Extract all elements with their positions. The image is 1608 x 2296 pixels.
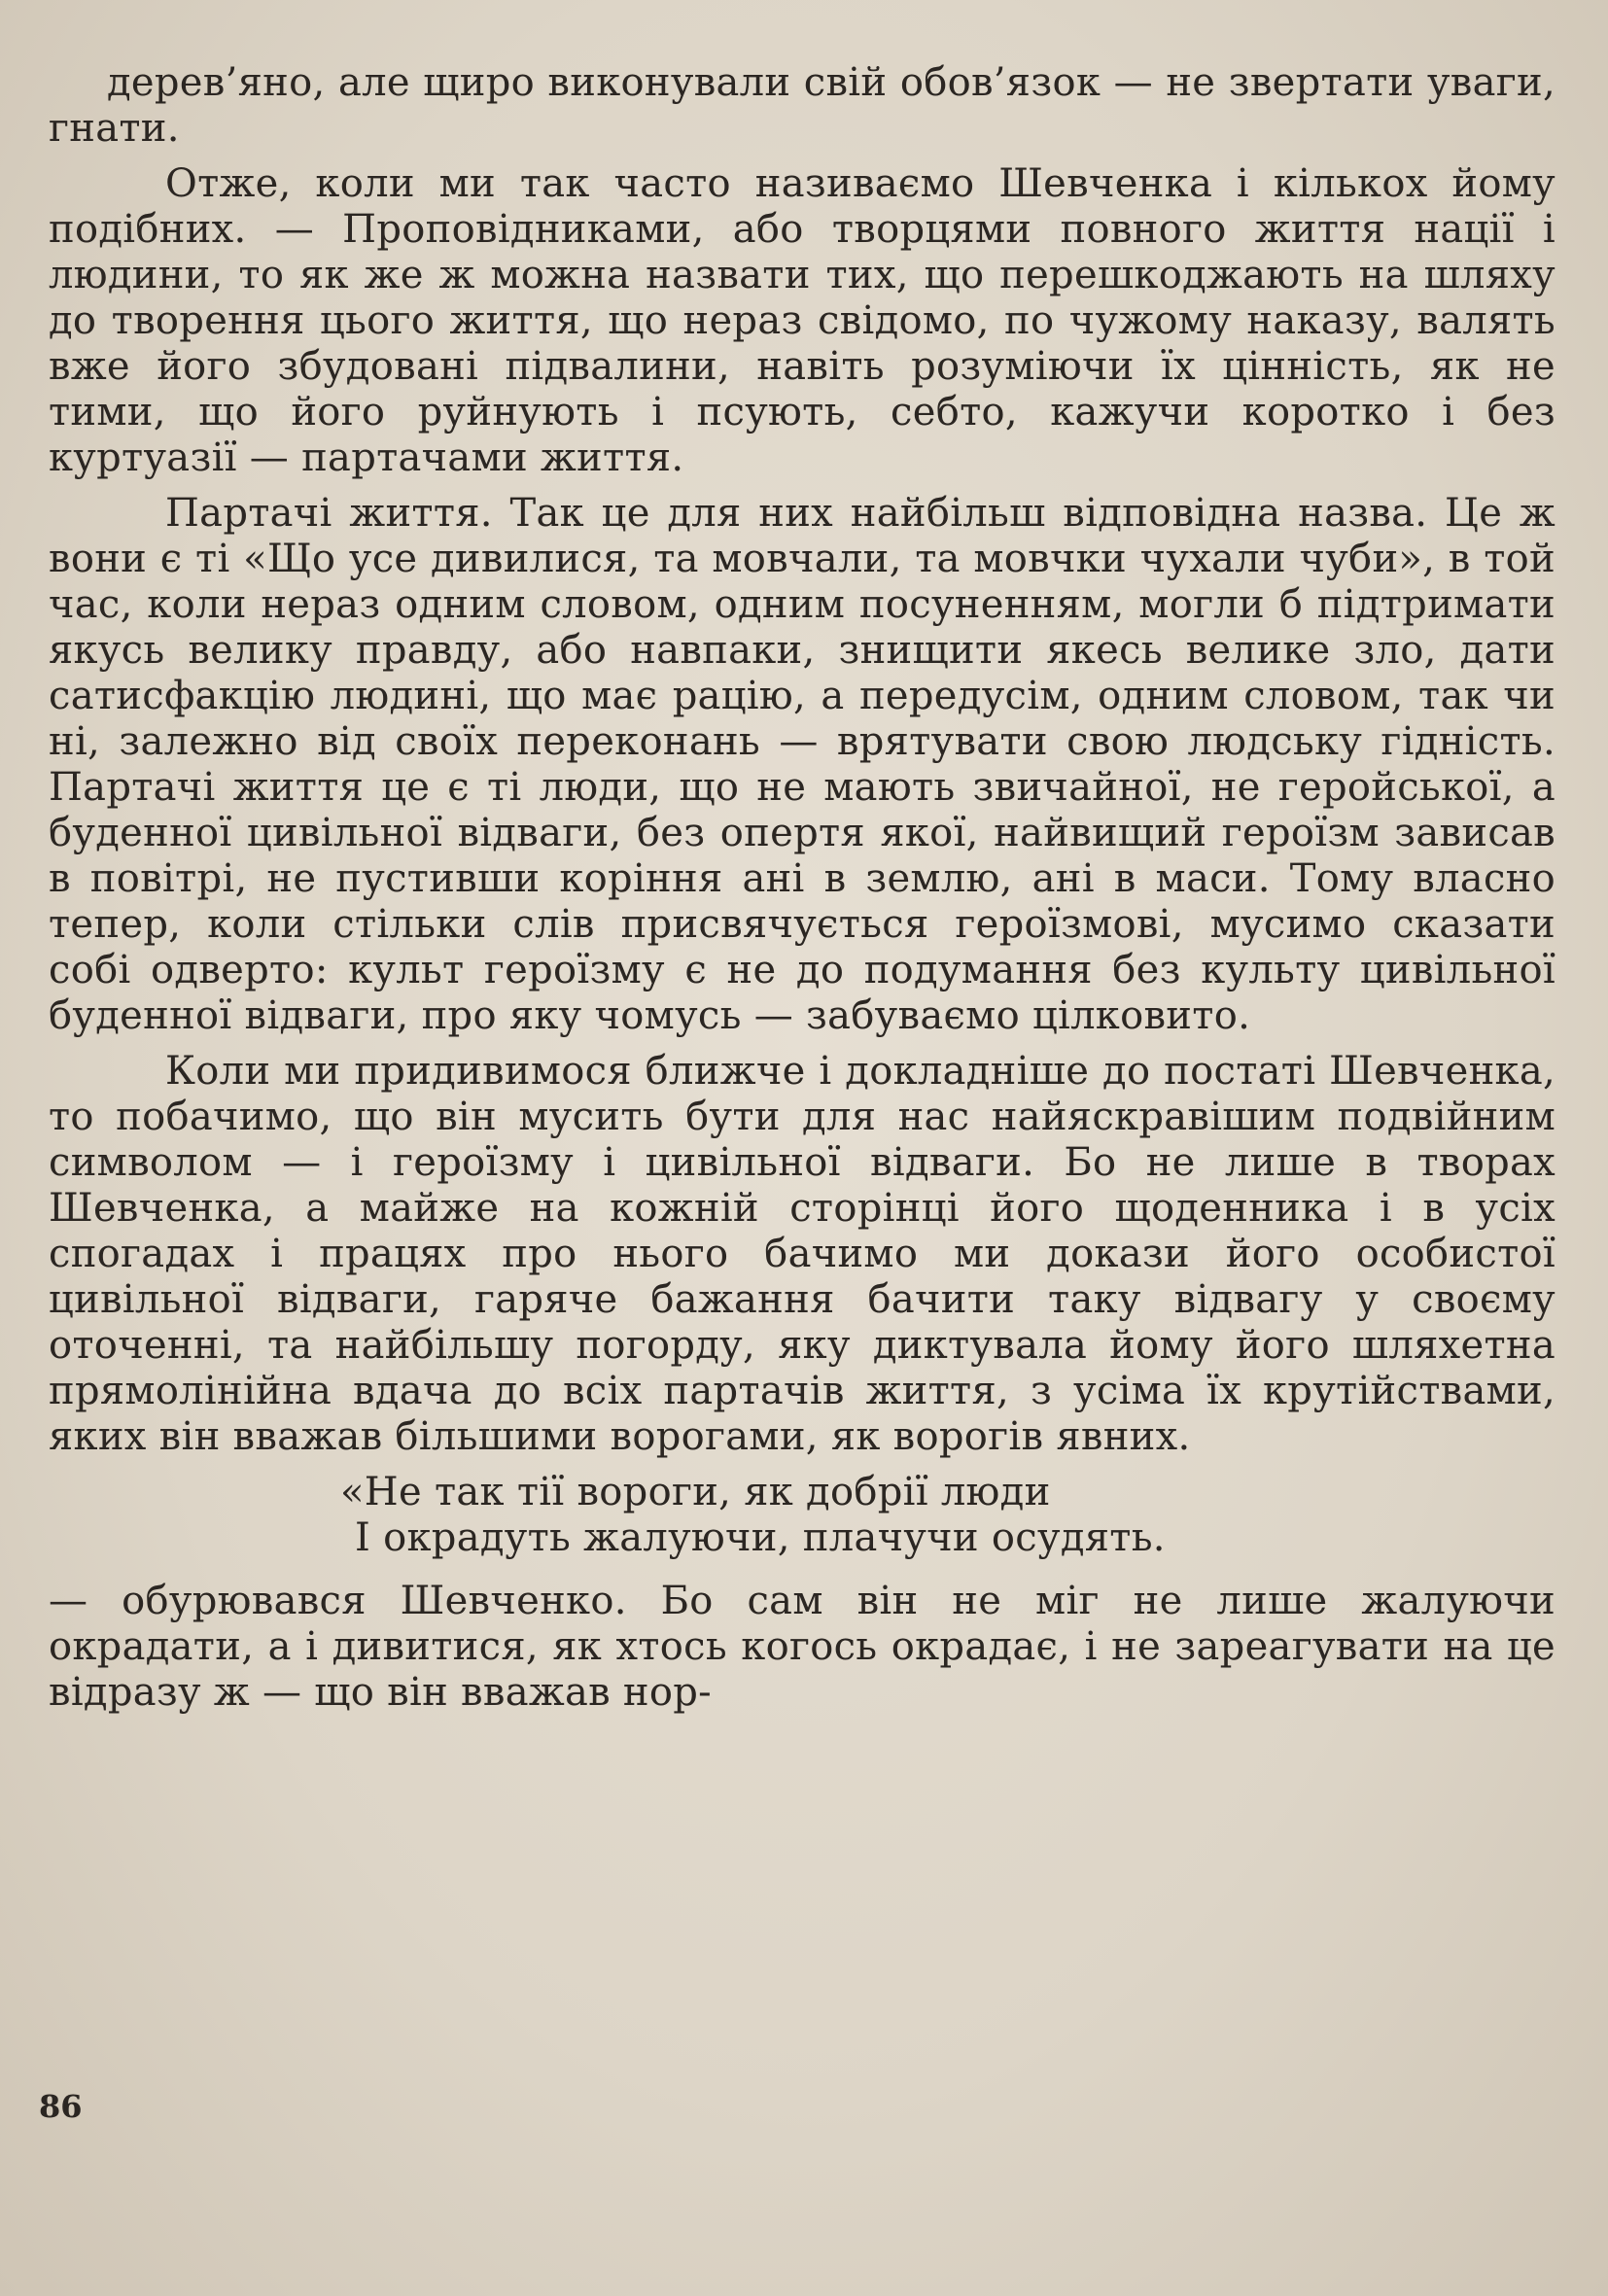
page-number: 86 [39,2088,83,2125]
closing-paragraph: — обурювався Шевченко. Бо сам він не міг не лише жалуючи окрадати, а і дивитися, як хтось когось окрадає, і не зареагувати на це відразу ж — що він вважав нор- [49,1579,1556,1715]
verse-line-1: «Не так тії вороги, як добрії люди [340,1470,1051,1514]
paragraph-1: дерев’яно, але щиро виконували свій обов’язок — не звертати уваги, гнати. [49,60,1556,151]
verse-line-2: І окрадуть жалуючи, плачучи осудять. [355,1515,1166,1560]
paragraph-4: Коли ми придивимося ближче і докладніше до постаті Шевченка, то побачимо, що він мусить бути для нас найяскравішим подвійним символом — і героїзму і цивільної відваги. Бо не лише в творах Шевченка, а майже на кожній сторінці його щоденника і в усіх спогадах і працях про нього бачимо ми докази його особистої цивільної відваги, гаряче бажання бачити таку відвагу у своєму оточенні, та найбільшу погорду, яку диктувала йому його шляхетна прямолінійна вдача до всіх партачів життя, з усіма їх крутійствами, яких він вважав більшими ворогами, як ворогів явних. [49,1049,1556,1459]
paragraph-2: Отже, коли ми так часто називаємо Шевченка і кількох йому подібних. — Проповідниками, або творцями повного життя нації і людини, то як же ж можна назвати тих, що перешкоджають на шляху до творення цього життя, що нераз свідомо, по чужому наказу, валять вже його збудовані підвалини, навіть розуміючи їх цінність, як не тими, що його руйнують і псують, себто, кажучи коротко і без куртуазії — партачами життя. [49,161,1556,480]
page-body [49,60,1556,1725]
paragraph-3: Партачі життя. Так це для них найбільш відповідна назва. Це ж вони є ті «Що усе дивилися, та мовчали, та мовчки чухали чуби», в той час, коли нераз одним словом, одним посуненням, могли б підтримати якусь велику правду, або навпаки, знищити якесь велике зло, дати сатисфакцію людині, що має рацію, а передусім, одним словом, так чи ні, залежно від своїх переконань — врятувати свою людську гідність. Партачі життя це є ті люди, що не мають звичайної, не геройської, а буденної цивільної відваги, без опертя якої, найвищий героїзм зависав в повітрі, не пустивши коріння ані в землю, ані в маси. Тому власно тепер, коли стільки слів присвячується героїзмові, мусимо сказати собі одверто: культ героїзму є не до подумання без культу цивільної буденної відваги, про яку чомусь — забуваємо цілковито. [49,491,1556,1038]
verse-quote [49,1470,1556,1561]
